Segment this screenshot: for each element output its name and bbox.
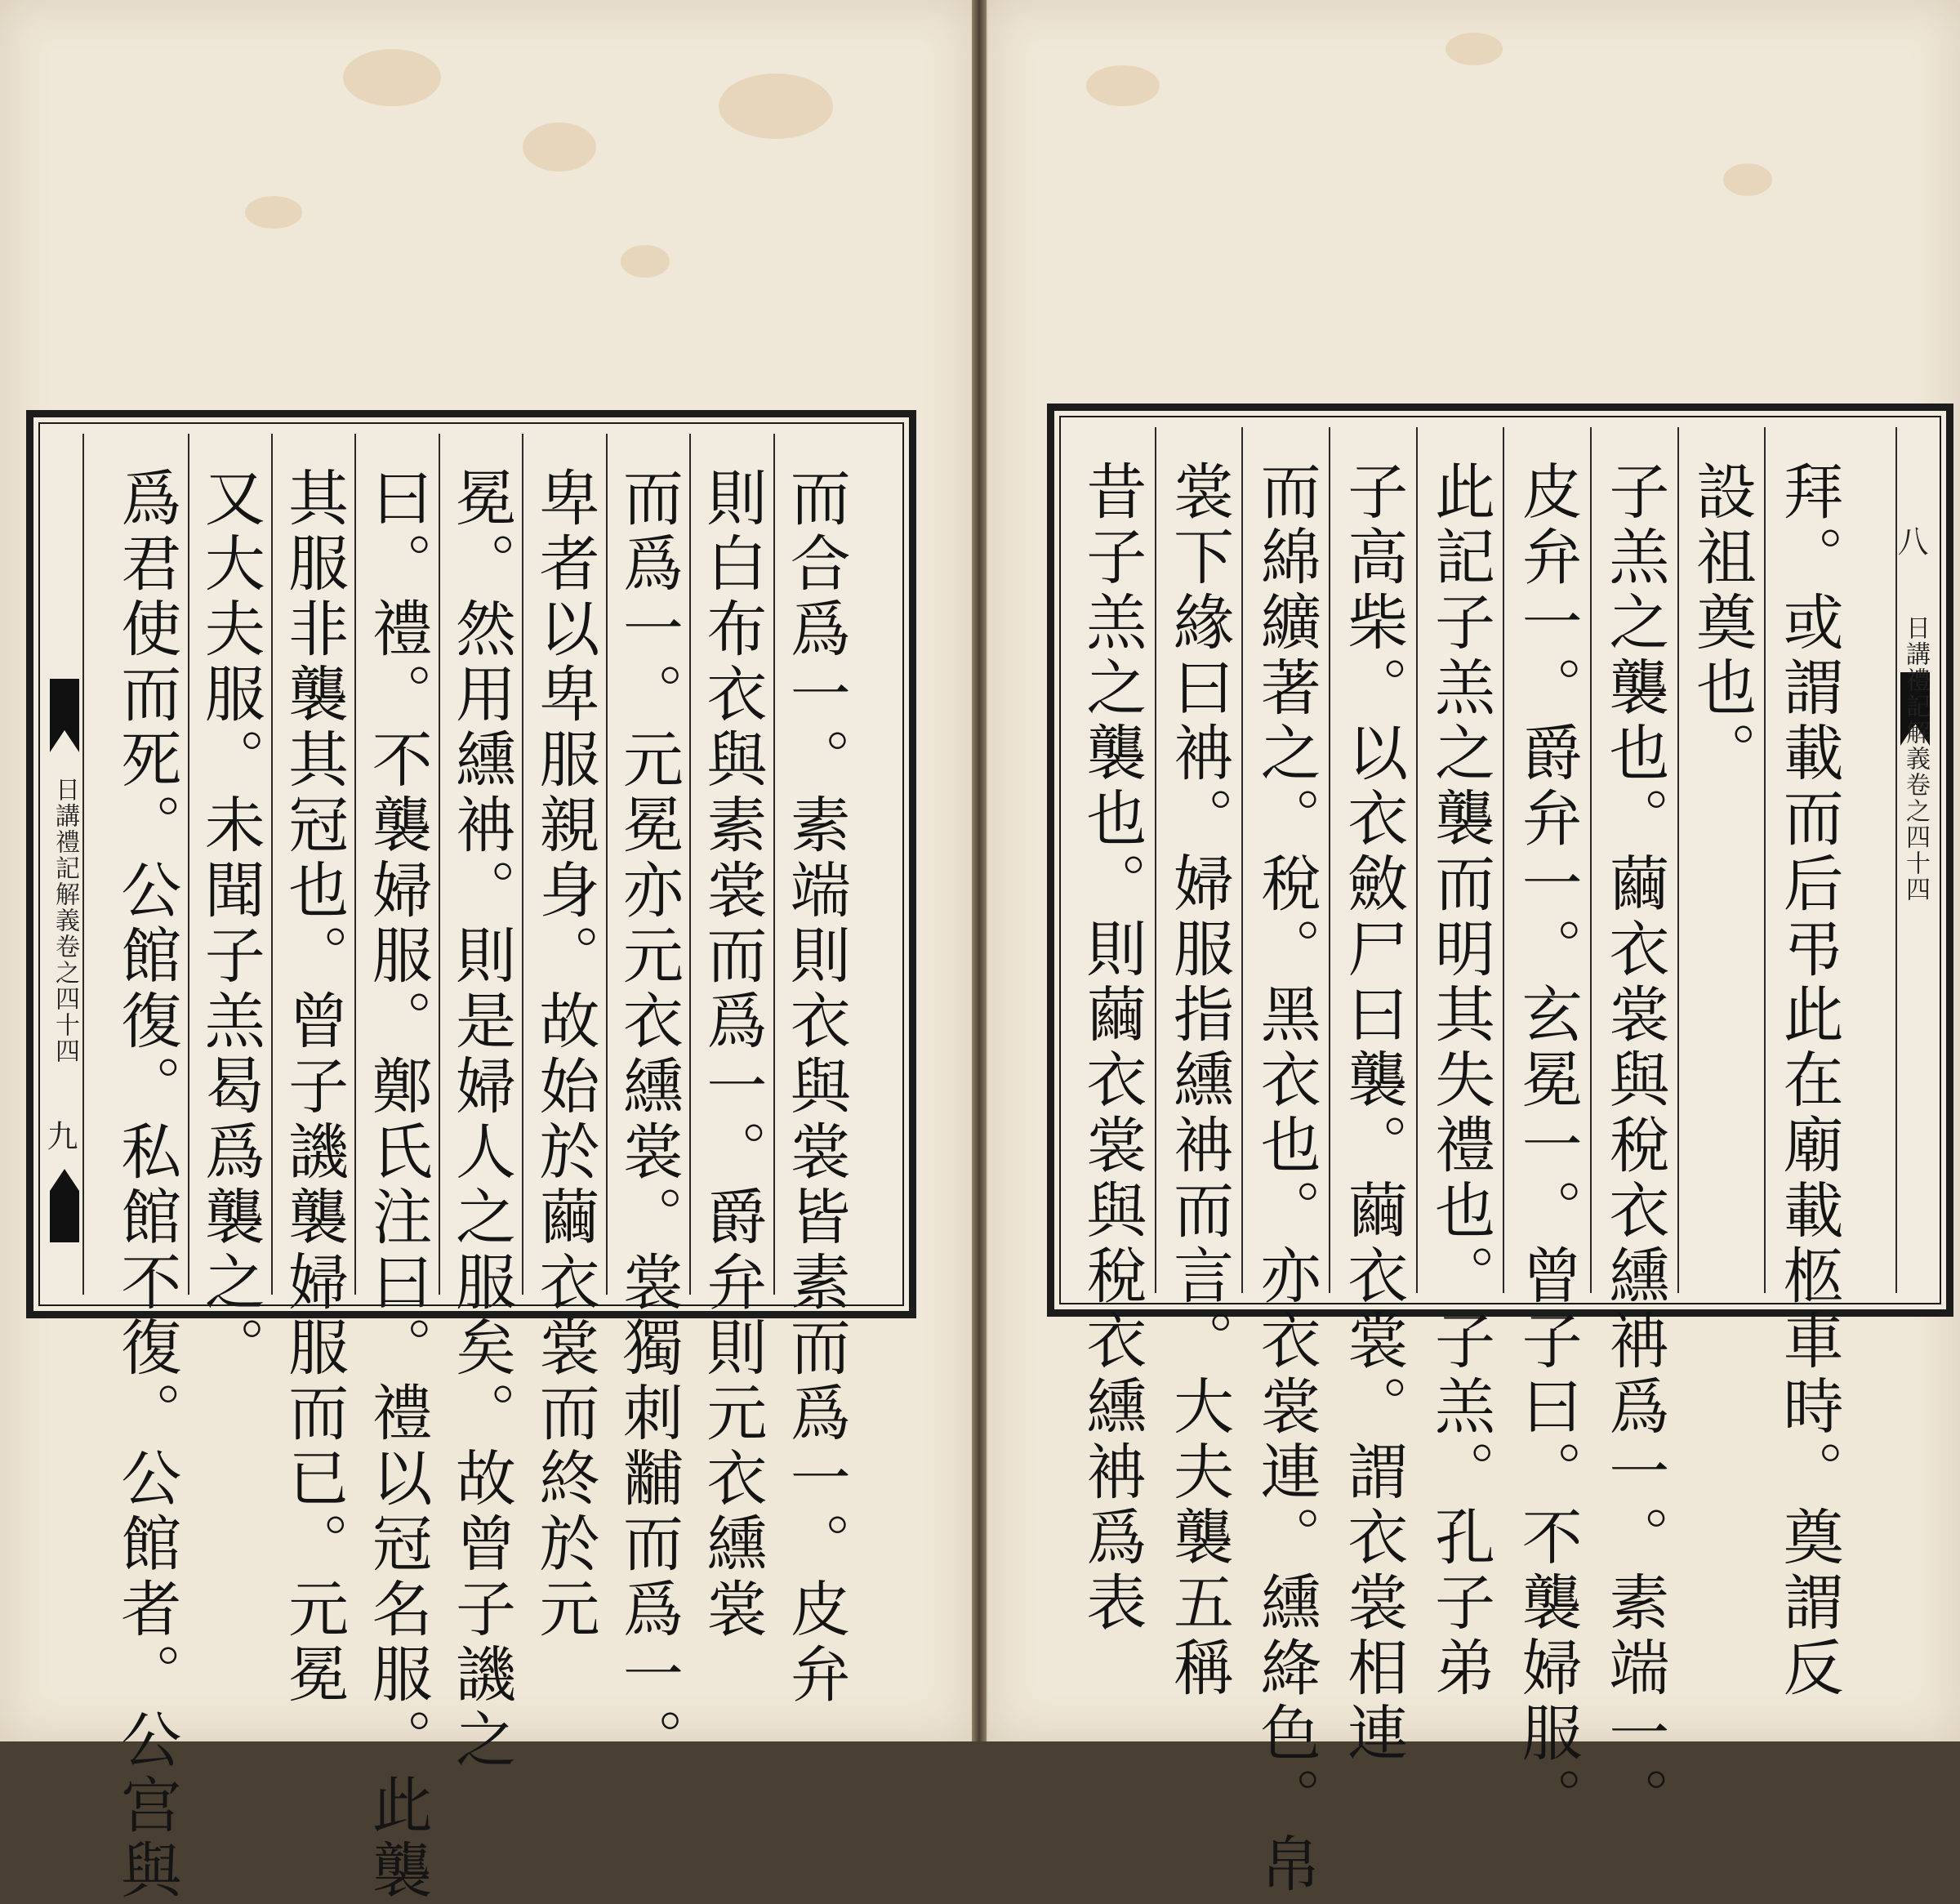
text-column: 爲君使而死。公館復。私館不復。公館者。公宫與 bbox=[111, 466, 182, 1904]
right-text-columns bbox=[1069, 427, 1851, 1897]
right-print-frame bbox=[1047, 404, 1953, 1897]
text-column: 昔子羔之襲也。則繭衣裳與稅衣纁袡爲表 bbox=[1076, 460, 1147, 1636]
left-margin-title: 日講禮記解義卷之四十四 bbox=[51, 777, 79, 1064]
fish-tail-mark-icon bbox=[50, 1169, 79, 1242]
text-column: 裳下緣曰袡。婦服指纁袡而言。大夫襲五稱 bbox=[1155, 427, 1242, 1293]
text-column: 卑者以卑服親身。故始於繭衣裳而終於元 bbox=[522, 434, 605, 1295]
text-column: 又大夫服。未聞子羔曷爲襲之。 bbox=[188, 434, 271, 1295]
text-column: 曰。禮。不襲婦服。鄭氏注曰。禮以冠名服。此襲 bbox=[354, 434, 438, 1295]
right-margin-strip bbox=[1892, 427, 1933, 1293]
right-margin-leaf: 八 bbox=[1892, 525, 1928, 556]
left-margin-strip bbox=[42, 434, 84, 1295]
text-column: 則白布衣與素裳而爲一。爵弁則元衣纁裳 bbox=[689, 434, 773, 1295]
text-column: 子高柴。以衣斂尸曰襲。繭衣裳。謂衣裳相連 bbox=[1329, 427, 1416, 1293]
text-column: 冕。然用纁袡。則是婦人之服矣。故曾子譏之 bbox=[439, 434, 522, 1295]
right-margin-title: 日講禮記解義卷之四十四 bbox=[1901, 615, 1930, 903]
left-margin-leaf: 九 bbox=[42, 1120, 78, 1151]
text-column: 設祖奠也。 bbox=[1677, 427, 1765, 1293]
text-column: 拜。或謂載而后弔此在廟載柩車時。奠謂反 bbox=[1764, 427, 1851, 1293]
fish-tail-mark-icon bbox=[50, 679, 79, 752]
text-column: 其服非襲其冠也。曾子譏襲婦服而已。元冕 bbox=[271, 434, 354, 1295]
text-column: 皮弁一。爵弁一。玄冕一。曾子曰。不襲婦服。 bbox=[1503, 427, 1590, 1293]
text-column: 子羔之襲也。繭衣裳與稅衣纁袡爲一。素端一。 bbox=[1590, 427, 1677, 1293]
book-gutter bbox=[972, 0, 987, 1741]
text-column: 而爲一。元冕亦元衣纁裳。裳獨刺黼而爲一。 bbox=[606, 434, 689, 1295]
left-page bbox=[0, 0, 973, 1904]
right-page bbox=[987, 0, 1960, 1897]
left-text-columns bbox=[105, 434, 857, 1904]
left-print-frame bbox=[26, 410, 916, 1904]
text-column: 此記子羔之襲而明其失禮也。子羔。孔子弟 bbox=[1416, 427, 1503, 1293]
text-column: 而綿纊著之。稅。黑衣也。亦衣裳連。纁絳色。帛 bbox=[1241, 427, 1329, 1293]
text-column: 而合爲一。素端則衣與裳皆素而爲一。皮弁 bbox=[773, 434, 857, 1295]
